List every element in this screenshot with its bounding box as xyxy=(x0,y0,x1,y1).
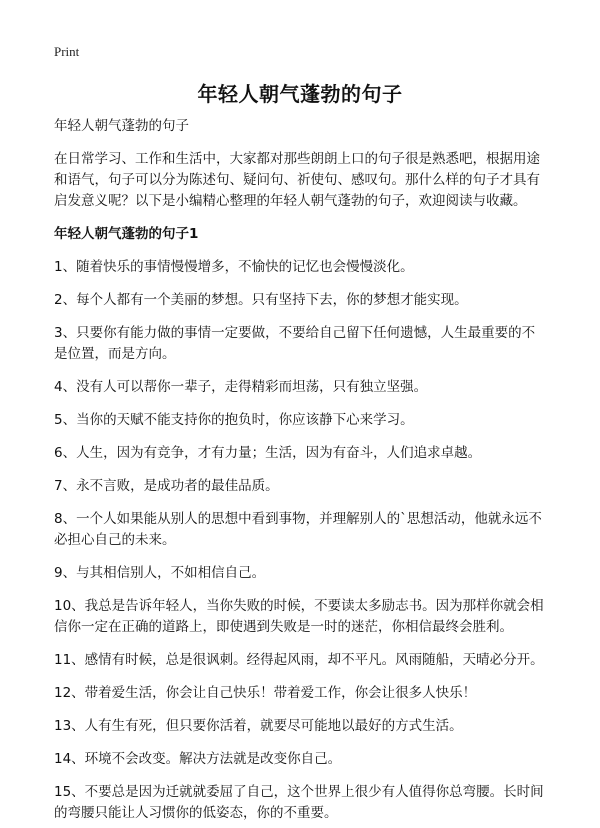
list-item: 14、环境不会改变。解决方法就是改变你自己。 xyxy=(54,751,342,767)
list-item: 8、一个人如果能从别人的思想中看到事物，并理解别人的`思想活动，他就永远不必担心自己的未来。 xyxy=(54,511,542,548)
list-item: 6、人生，因为有竞争，才有力量；生活，因为有奋斗，人们追求卓越。 xyxy=(54,445,482,461)
section-heading: 年轻人朝气蓬勃的句子1 xyxy=(54,226,199,242)
article-intro: 在日常学习、工作和生活中，大家都对那些朗朗上口的句子很是熟悉吧，根据用途和语气，句子可以分为陈述句、疑问句、祈使句、感叹句。那什么样的句子才具有启发意义呢？以下是小编精心整理的年轻人朝气蓬勃的句子，欢迎阅读与收藏。 xyxy=(54,151,540,209)
list-item: 12、带着爱生活，你会让自己快乐！带着爱工作，你会让很多人快乐！ xyxy=(54,685,477,701)
list-item: 5、当你的天赋不能支持你的抱负时，你应该静下心来学习。 xyxy=(54,412,414,428)
list-item: 3、只要你有能力做的事情一定要做，不要给自己留下任何遗憾，人生最重要的不是位置，而是方向。 xyxy=(54,325,536,362)
list-item: 2、每个人都有一个美丽的梦想。只有坚持下去，你的梦想才能实现。 xyxy=(54,292,468,308)
list-item: 7、永不言败，是成功者的最佳品质。 xyxy=(54,478,279,494)
article-body xyxy=(54,116,546,824)
list-item: 10、我总是告诉年轻人，当你失败的时候，不要读太多励志书。因为那样你就会相信你一定在正确的道路上，即使遇到失败是一时的迷茫，你相信最终会胜利。 xyxy=(54,598,544,635)
page-title: 年轻人朝气蓬勃的句子 xyxy=(197,82,403,106)
list-item: 13、人有生有死，但只要你活着，就要尽可能地以最好的方式生活。 xyxy=(54,718,463,734)
list-item: 11、感情有时候，总是很讽刺。经得起风雨，却不平凡。风雨随船，天晴必分开。 xyxy=(54,652,544,668)
print-label: Print xyxy=(54,44,80,59)
article-subtitle: 年轻人朝气蓬勃的句子 xyxy=(54,118,189,134)
list-item: 9、与其相信别人，不如相信自己。 xyxy=(54,565,266,581)
list-item: 1、随着快乐的事情慢慢增多，不愉快的记忆也会慢慢淡化。 xyxy=(54,259,414,275)
list-item: 15、不要总是因为迁就就委屈了自己，这个世界上很少有人值得你总弯腰。长时间的弯腰只能让人习惯你的低姿态，你的不重要。 xyxy=(54,784,544,821)
list-item: 4、没有人可以帮你一辈子，走得精彩而坦荡，只有独立坚强。 xyxy=(54,379,428,395)
